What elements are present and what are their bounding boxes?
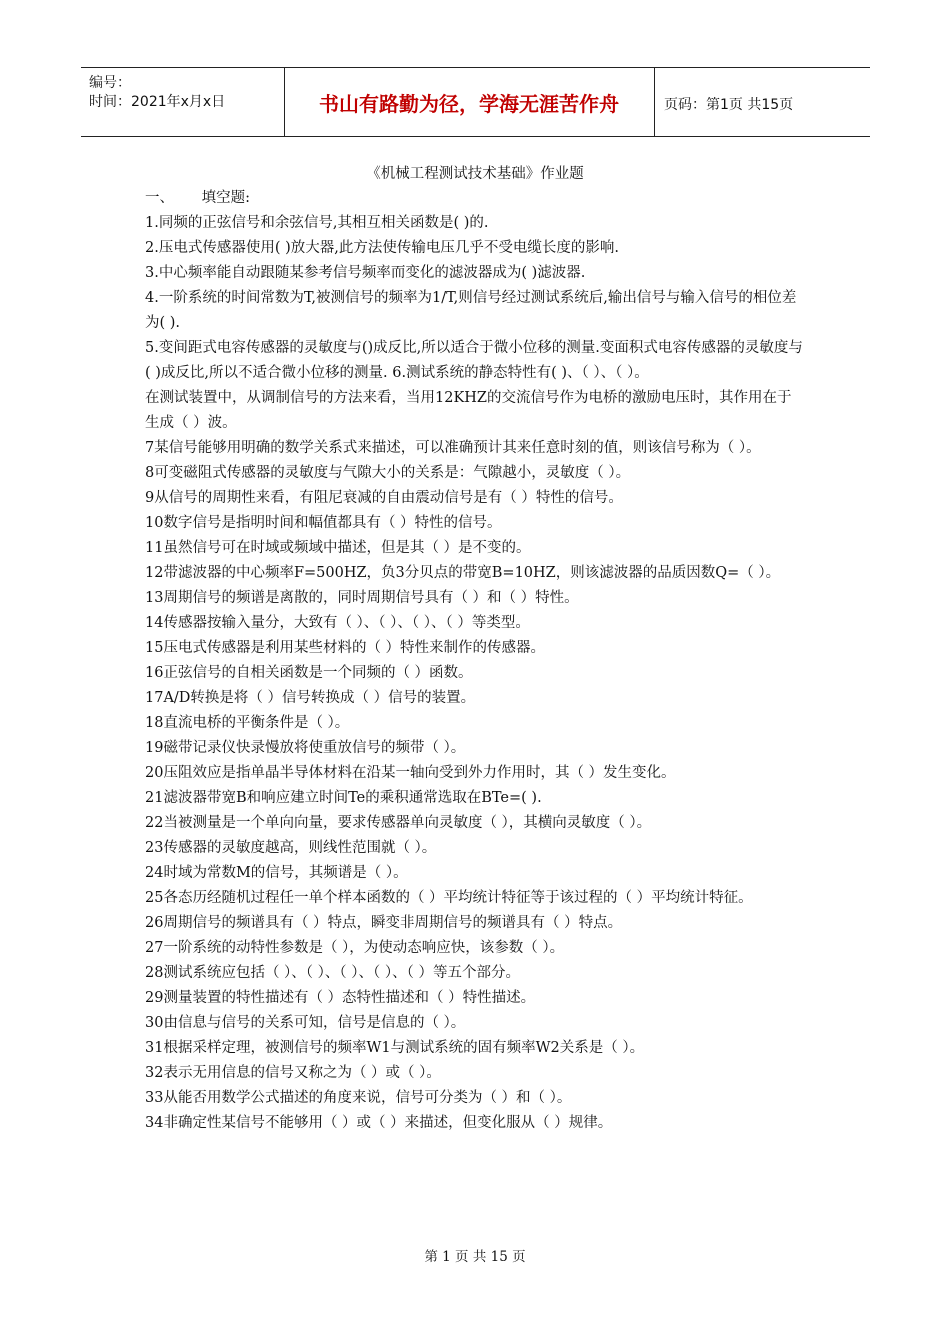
header-divider xyxy=(654,68,655,136)
question-item: 21滤波器带宽B和响应建立时间Te的乘积通常选取在BTe=( ). xyxy=(145,790,542,806)
question-item: 19磁带记录仪快录慢放将使重放信号的频带（ ）。 xyxy=(145,740,466,756)
question-item: 2.压电式传感器使用( )放大器,此方法使传输电压几乎不受电缆长度的影响. xyxy=(145,240,619,256)
question-item: 18直流电桥的平衡条件是（ ）。 xyxy=(145,715,350,731)
question-item: 8可变磁阻式传感器的灵敏度与气隙大小的关系是：气隙越小，灵敏度（ ）。 xyxy=(145,465,631,481)
page-footer: 第 1 页 共 15 页 xyxy=(424,1249,526,1265)
question-item: 14传感器按输入量分，大致有（ ）、（ ）、（ ）、（ ）等类型。 xyxy=(145,615,530,631)
question-item: 4.一阶系统的时间常数为T,被测信号的频率为1/T,则信号经过测试系统后,输出信号与输入信号的相位差为( ). xyxy=(145,290,797,331)
header-page-info: 页码：第1页 共15页 xyxy=(664,97,794,113)
question-item: 30由信息与信号的关系可知，信号是信息的（ ）。 xyxy=(145,1015,466,1031)
question-item: 在测试装置中，从调制信号的方法来看，当用12KHZ的交流信号作为电桥的激励电压时，其作用在于生成（ ）波。 xyxy=(145,390,792,431)
question-item: 12带滤波器的中心频率F=500HZ，负3分贝点的带宽B=10HZ，则该滤波器的品质因数Q=（ ）。 xyxy=(145,565,781,581)
question-item: 9从信号的周期性来看，有阻尼衰减的自由震动信号是有（ ）特性的信号。 xyxy=(145,490,623,506)
document-title: 《机械工程测试技术基础》作业题 xyxy=(366,166,584,182)
question-item: 5.变间距式电容传感器的灵敏度与()成反比,所以适合于微小位移的测量.变面积式电容传感器的灵敏度与( )成反比,所以不适合微小位移的测量. 6.测试系统的静态特性有( )、（ ）、（ ）。 xyxy=(145,340,803,381)
question-item: 3.中心频率能自动跟随某参考信号频率而变化的滤波器成为( )滤波器. xyxy=(145,265,586,281)
question-item: 26周期信号的频谱具有（ ）特点，瞬变非周期信号的频谱具有（ ）特点。 xyxy=(145,915,623,931)
question-item: 13周期信号的频谱是离散的，同时周期信号具有（ ）和（ ）特性。 xyxy=(145,590,579,606)
question-item: 11虽然信号可在时域或频域中描述，但是其（ ）是不变的。 xyxy=(145,540,531,556)
question-item: 34非确定性某信号不能够用（ ）或（ ）来描述，但变化服从（ ）规律。 xyxy=(145,1115,613,1131)
question-item: 15压电式传感器是利用某些材料的（ ）特性来制作的传感器。 xyxy=(145,640,546,656)
page-header xyxy=(81,67,870,137)
question-item: 33从能否用数学公式描述的角度来说，信号可分类为（ ）和（ ）。 xyxy=(145,1090,572,1106)
header-meta xyxy=(89,74,225,112)
question-item: 31根据采样定理，被测信号的频率W1与测试系统的固有频率W2关系是（ ）。 xyxy=(145,1040,645,1056)
question-item: 1.同频的正弦信号和余弦信号,其相互相关函数是( )的. xyxy=(145,215,489,231)
question-item: 28测试系统应包括（ ）、（ ）、（ ）、（ ）、（ ）等五个部分。 xyxy=(145,965,520,981)
section-heading: 一、 填空题: xyxy=(145,190,251,206)
question-item: 10数字信号是指明时间和幅值都具有（ ）特性的信号。 xyxy=(145,515,502,531)
question-item: 29测量装置的特性描述有（ ）态特性描述和（ ）特性描述。 xyxy=(145,990,536,1006)
question-item: 7某信号能够用明确的数学关系式来描述，可以准确预计其来任意时刻的值，则该信号称为（ ）。 xyxy=(145,440,761,456)
question-item: 23传感器的灵敏度越高，则线性范围就（ ）。 xyxy=(145,840,437,856)
question-item: 20压阻效应是指单晶半导体材料在沿某一轴向受到外力作用时，其（ ）发生变化。 xyxy=(145,765,676,781)
document-number-label: 编号： xyxy=(89,75,131,91)
question-item: 22当被测量是一个单向向量，要求传感器单向灵敏度（ ），其横向灵敏度（ ）。 xyxy=(145,815,652,831)
question-items xyxy=(145,211,805,1136)
question-item: 27一阶系统的动特性参数是（ ），为使动态响应快，该参数（ ）。 xyxy=(145,940,565,956)
document-date: 时间：2021年x月x日 xyxy=(89,94,226,110)
question-item: 32表示无用信息的信号又称之为（ ）或（ ）。 xyxy=(145,1065,441,1081)
question-item: 24时域为常数M的信号，其频谱是（ ）。 xyxy=(145,865,408,881)
header-motto: 书山有路勤为径，学海无涯苦作舟 xyxy=(319,91,619,116)
question-item: 25各态历经随机过程任一单个样本函数的（ ）平均统计特征等于该过程的（ ）平均统计特征。 xyxy=(145,890,753,906)
question-item: 16正弦信号的自相关函数是一个同频的（ ）函数。 xyxy=(145,665,473,681)
question-list xyxy=(145,186,805,1136)
question-item: 17A/D转换是将（ ）信号转换成（ ）信号的装置。 xyxy=(145,690,476,706)
